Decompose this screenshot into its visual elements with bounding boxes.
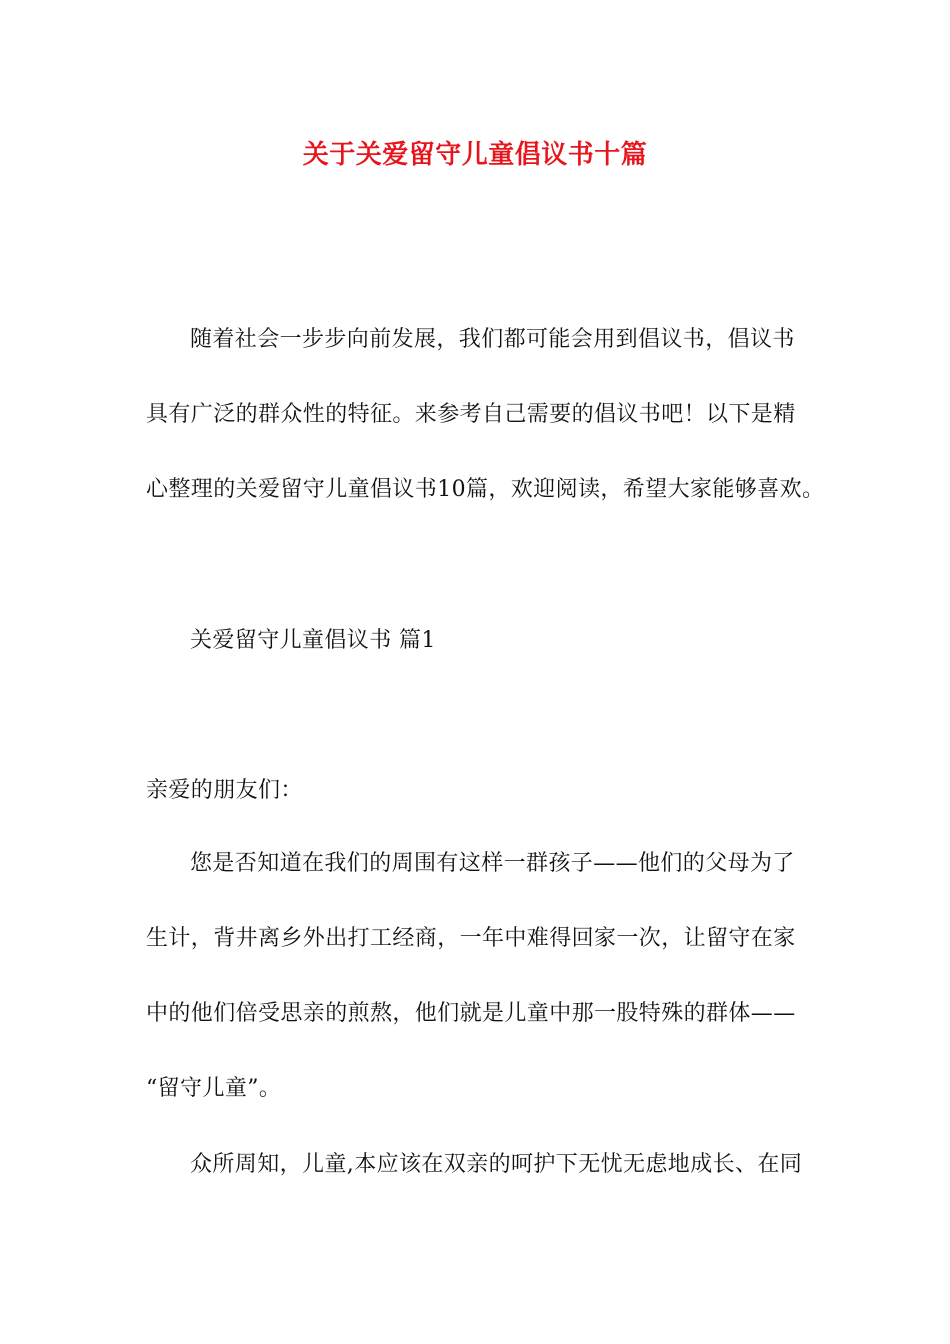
paragraph-line: 具有广泛的群众性的特征。来参考自己需要的倡议书吧！以下是精	[146, 402, 796, 427]
paragraph-line: 中的他们倍受思亲的煎熬，他们就是儿童中那一股特殊的群体——	[146, 1001, 796, 1026]
paragraph-line: “留守儿童”。	[146, 1076, 282, 1101]
paragraph-line: 生计，背井离乡外出打工经商，一年中难得回家一次，让留守在家	[146, 926, 796, 951]
paragraph-line: 心整理的关爱留守儿童倡议书10篇，欢迎阅读，希望大家能够喜欢。	[146, 477, 825, 502]
section-heading: 关爱留守儿童倡议书 篇1	[190, 628, 436, 653]
document-title: 关于关爱留守儿童倡议书十篇	[302, 140, 648, 170]
paragraph-line: 随着社会一步步向前发展，我们都可能会用到倡议书，倡议书	[190, 327, 795, 352]
paragraph-line: 众所周知，儿童,本应该在双亲的呵护下无忧无虑地成长、在同	[190, 1152, 803, 1177]
salutation: 亲爱的朋友们：	[146, 778, 303, 803]
paragraph-line: 您是否知道在我们的周围有这样一群孩子——他们的父母为了	[190, 851, 795, 876]
